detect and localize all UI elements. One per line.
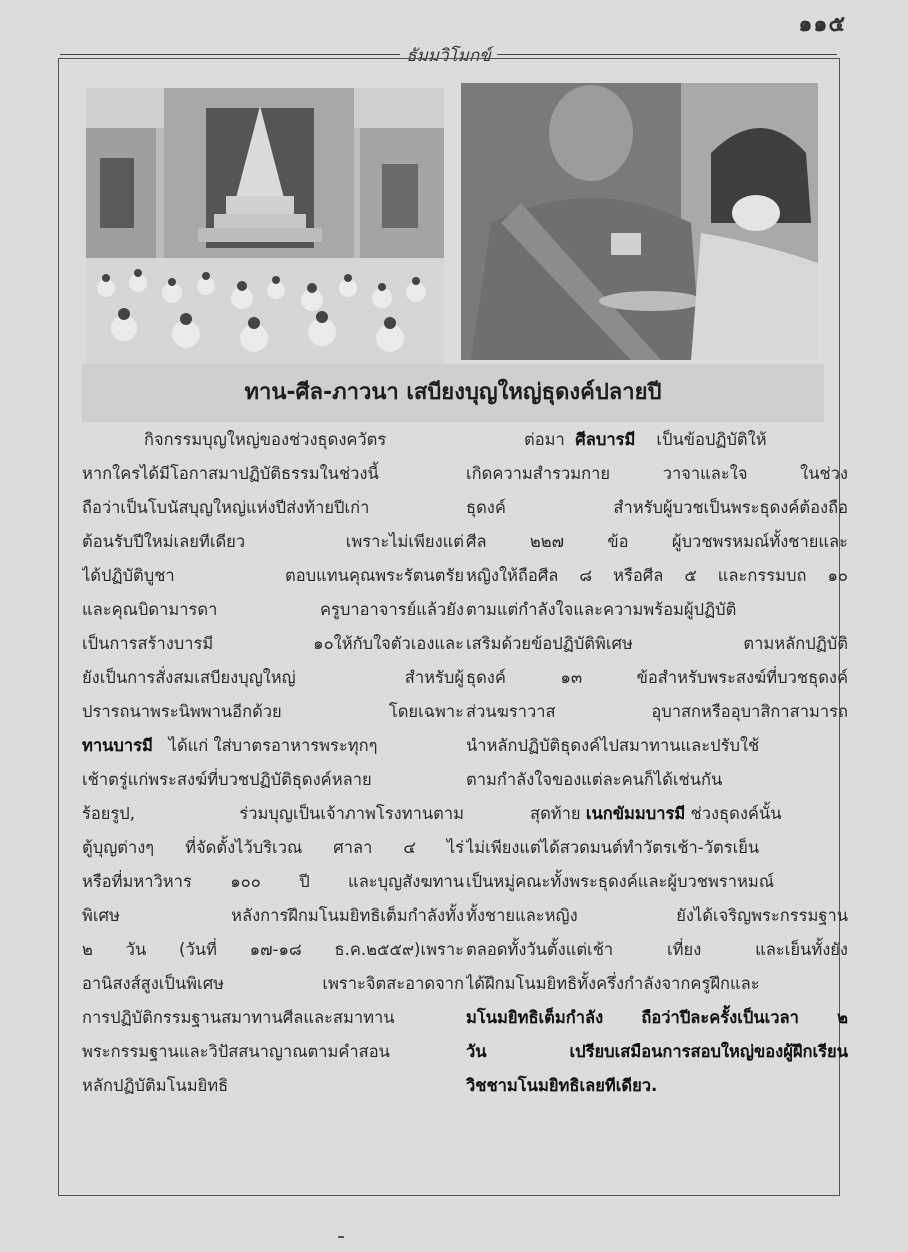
page-number: ๑๑๕ xyxy=(798,12,846,37)
text-span: ต่อมา xyxy=(524,430,565,449)
bold-line: วิชชามโนมยิทธิเลยทีเดียว. xyxy=(466,1076,658,1095)
text-line: ยังเป็นการสั่งสมเสบียงบุญใหญ่ สำหรับผู้ xyxy=(82,668,464,687)
text-line: ธุดงค์ ๑๓ ข้อสำหรับพระสงฆ์ที่บวชธุดงค์ xyxy=(466,668,848,687)
text-line xyxy=(466,423,848,457)
text-span: ช่วงธุดงค์นั้น xyxy=(690,804,782,823)
text-line: เกิดความสำรวมกาย วาจาและใจ ในช่วง xyxy=(466,464,848,483)
text-line: ตามกำลังใจของแต่ละคนก็ได้เช่นกัน xyxy=(466,770,723,789)
text-line: ไม่เพียงแต่ได้สวดมนต์ทำวัตรเช้า-วัตรเย็น xyxy=(466,838,760,857)
bold-line: มโนมยิทธิเต็มกำลัง ถือว่าปีละครั้งเป็นเวลา ๒ xyxy=(466,1008,848,1027)
text-line: กิจกรรมบุญใหญ่ของช่วงธุดงควัตร xyxy=(144,430,387,449)
text-line: ตู้บุญต่างๆ ที่จัดตั้งไว้บริเวณ ศาลา ๔ ไร่ xyxy=(82,838,464,857)
text-line: หรือที่มหาวิหาร ๑๐๐ ปี และบุญสังฆทาน xyxy=(82,872,464,891)
text-line: ส่วนฆราวาส อุบาสกหรืออุบาสิกาสามารถ xyxy=(466,702,848,721)
bold-term-tanbaramee: ทานบารมี xyxy=(82,736,153,755)
text-line: ได้ปฏิบัติบูชา ตอบแทนคุณพระรัตนตรัย xyxy=(82,566,464,585)
text-line: ธุดงค์ สำหรับผู้บวชเป็นพระธุดงค์ต้องถือ xyxy=(466,498,848,517)
header-rule-right xyxy=(497,54,837,55)
text-line xyxy=(466,797,848,831)
text-line: ร้อยรูป, ร่วมบุญเป็นเจ้าภาพโรงทานตาม xyxy=(82,804,464,823)
text-line: เป็นหมู่คณะทั้งพระธุดงค์และผู้บวชพราหมณ์ xyxy=(466,872,775,891)
text-line: อานิสงส์สูงเป็นพิเศษ เพราะจิตสะอาดจาก xyxy=(82,974,464,993)
text-line: ตลอดทั้งวันตั้งแต่เช้า เที่ยง และเย็นทั้งยัง xyxy=(466,940,848,959)
text-line xyxy=(466,1069,848,1103)
text-span: สุดท้าย xyxy=(530,804,581,823)
text-line: เช้าตรู่แก่พระสงฆ์ที่บวชปฏิบัติธุดงค์หลาย xyxy=(82,770,372,789)
page-mark xyxy=(338,1236,344,1238)
text-line: หญิงให้ถือศีล ๘ หรือศีล ๕ และกรรมบถ ๑๐ xyxy=(466,566,848,585)
bold-line: วัน เปรียบเสมือนการสอบใหญ่ของผู้ฝึกเรียน xyxy=(466,1042,848,1061)
bold-term-nekkhammabaramee: เนกขัมมบารมี xyxy=(585,804,686,823)
text-line: การปฏิบัติกรรมฐานสมาทานศีลและสมาทาน xyxy=(82,1008,395,1027)
text-span: เป็นข้อปฏิบัติให้ xyxy=(656,430,767,449)
text-line: และคุณบิดามารดา ครูบาอาจารย์แล้วยัง xyxy=(82,600,464,619)
temple-hall-photo xyxy=(86,88,444,364)
text-line: นำหลักปฏิบัติธุดงค์ไปสมาทานและปรับใช้ xyxy=(466,736,760,755)
running-header: ธัมมวิโมกข์ xyxy=(406,46,491,66)
header-rule-left xyxy=(60,54,400,55)
bold-term-seelbaramee: ศีลบารมี xyxy=(575,430,636,449)
text-line: เป็นการสร้างบารมี ๑๐ให้กับใจตัวเองและ xyxy=(82,634,464,653)
text-line: ทั้งชายและหญิง ยังได้เจริญพระกรรมฐาน xyxy=(466,906,848,925)
text-line: ปรารถนาพระนิพพานอีกด้วย โดยเฉพาะ xyxy=(82,702,464,721)
text-line: หากใครได้มีโอกาสมาปฏิบัติธรรมในช่วงนี้ xyxy=(82,464,379,483)
text-line xyxy=(466,1035,848,1069)
text-line: พระกรรมฐานและวิปัสสนาญาณตามคำสอน xyxy=(82,1042,390,1061)
text-line xyxy=(82,729,464,763)
text-line: ต้อนรับปีใหม่เลยทีเดียว เพราะไม่เพียงแต่ xyxy=(82,532,464,551)
text-span: ได้แก่ ใส่บาตรอาหารพระทุกๆ xyxy=(168,736,378,755)
text-line: ถือว่าเป็นโบนัสบุญใหญ่แห่งปีส่งท้ายปีเก่า xyxy=(82,498,370,517)
text-line: ได้ฝึกมโนมยิทธิทั้งครึ่งกำลังจากครูฝึกและ xyxy=(466,974,760,993)
text-line: หลักปฏิบัติมโนมยิทธิ xyxy=(82,1076,229,1095)
text-line: ตามแต่กำลังใจและความพร้อมผู้ปฏิบัติ xyxy=(466,600,737,619)
text-line: ศีล ๒๒๗ ข้อ ผู้บวชพรหมณ์ทั้งชายและ xyxy=(466,532,848,551)
text-line xyxy=(466,1001,848,1035)
text-line: เสริมด้วยข้อปฏิบัติพิเศษ ตามหลักปฏิบัติ xyxy=(466,634,848,653)
left-column xyxy=(82,423,464,1183)
monk-alms-photo xyxy=(461,83,818,360)
text-line: ๒ วัน (วันที่ ๑๗-๑๘ ธ.ค.๒๕๕๙)เพราะ xyxy=(82,940,464,959)
right-column xyxy=(466,423,848,1183)
text-line: พิเศษ หลังการฝึกมโนมยิทธิเต็มกำลังทั้ง xyxy=(82,906,464,925)
article-headline: ทาน-ศีล-ภาวนา เสบียงบุญใหญ่ธุดงค์ปลายปี xyxy=(244,380,662,405)
